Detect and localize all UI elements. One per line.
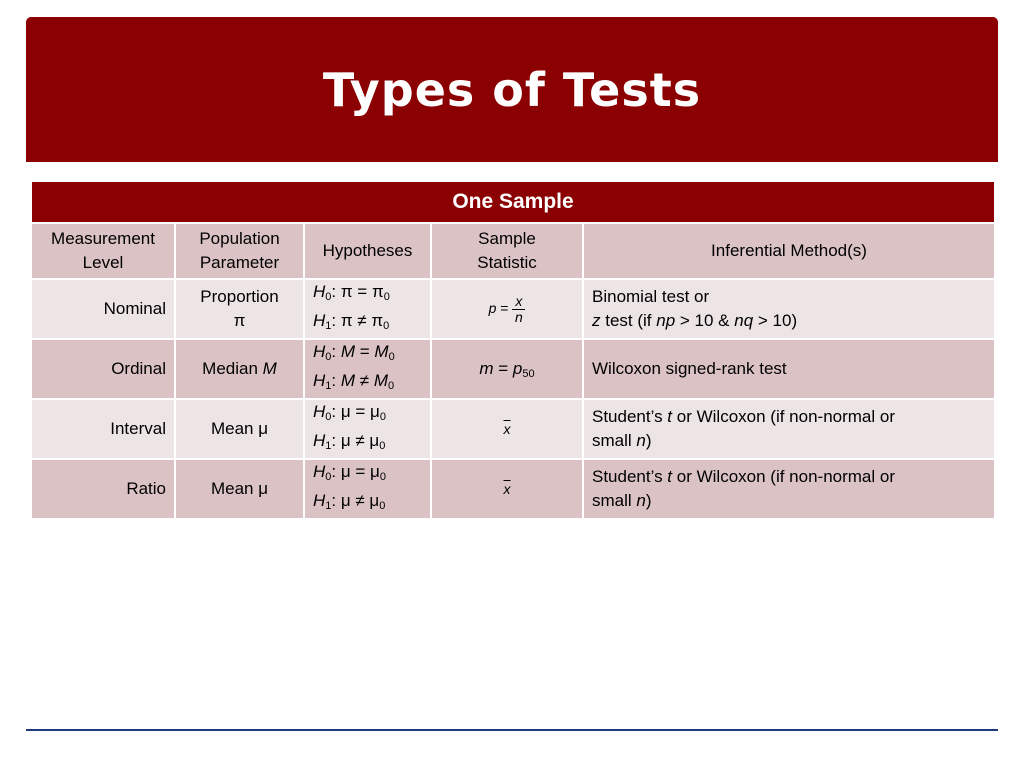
table-row-interval bbox=[31, 399, 995, 459]
level-cell: Ordinal bbox=[31, 339, 175, 399]
table-row-nominal bbox=[31, 279, 995, 339]
hypotheses-cell: $H_0$: $\pi = \pi_0$ $H_1$: $\pi \ne \pi_0$ bbox=[304, 279, 431, 339]
statistic-cell: $\overline{x}$ bbox=[431, 459, 583, 519]
table-row-ordinal bbox=[31, 339, 995, 399]
parameter-cell: Proportion π bbox=[175, 279, 304, 339]
col-header-population-parameter: Population Parameter bbox=[175, 223, 304, 279]
one-sample-header: One Sample bbox=[31, 181, 995, 223]
statistic-cell: p = $\frac{x}{n}$ bbox=[431, 279, 583, 339]
col-header-measurement-level: Measurement Level bbox=[31, 223, 175, 279]
hypotheses-cell: $H_0$: $\mu = \mu_0$ $H_1$: $\mu \ne \mu_0$ bbox=[304, 399, 431, 459]
level-cell: Nominal bbox=[31, 279, 175, 339]
col-header-hypotheses: Hypotheses bbox=[304, 223, 431, 279]
level-cell: Interval bbox=[31, 399, 175, 459]
method-cell: Wilcoxon signed-rank test bbox=[583, 339, 995, 399]
method-cell: Student’s t or Wilcoxon (if non-normal or small n) bbox=[583, 399, 995, 459]
tests-table bbox=[30, 180, 996, 520]
parameter-cell: Median M bbox=[175, 339, 304, 399]
level-cell: Ratio bbox=[31, 459, 175, 519]
parameter-cell: Mean μ bbox=[175, 399, 304, 459]
method-cell: Binomial test or z test (if np > 10 & nq > 10) bbox=[583, 279, 995, 339]
hypotheses-cell: $H_0$: $M = M_0$ $H_1$: $M \ne M_0$ bbox=[304, 339, 431, 399]
col-header-inferential-methods: Inferential Method(s) bbox=[583, 223, 995, 279]
col-header-sample-statistic: Sample Statistic bbox=[431, 223, 583, 279]
slide-title: Types of Tests bbox=[322, 62, 702, 117]
footer-divider bbox=[26, 729, 998, 731]
method-cell: Student’s t or Wilcoxon (if non-normal or small n) bbox=[583, 459, 995, 519]
title-banner bbox=[26, 17, 998, 162]
statistic-cell: $\overline{x}$ bbox=[431, 399, 583, 459]
table-row-ratio bbox=[31, 459, 995, 519]
hypotheses-cell: $H_0$: $\mu = \mu_0$ $H_1$: $\mu \ne \mu_0$ bbox=[304, 459, 431, 519]
header-row bbox=[31, 223, 995, 279]
parameter-cell: Mean μ bbox=[175, 459, 304, 519]
statistic-cell: $m = p_{50}$ bbox=[431, 339, 583, 399]
